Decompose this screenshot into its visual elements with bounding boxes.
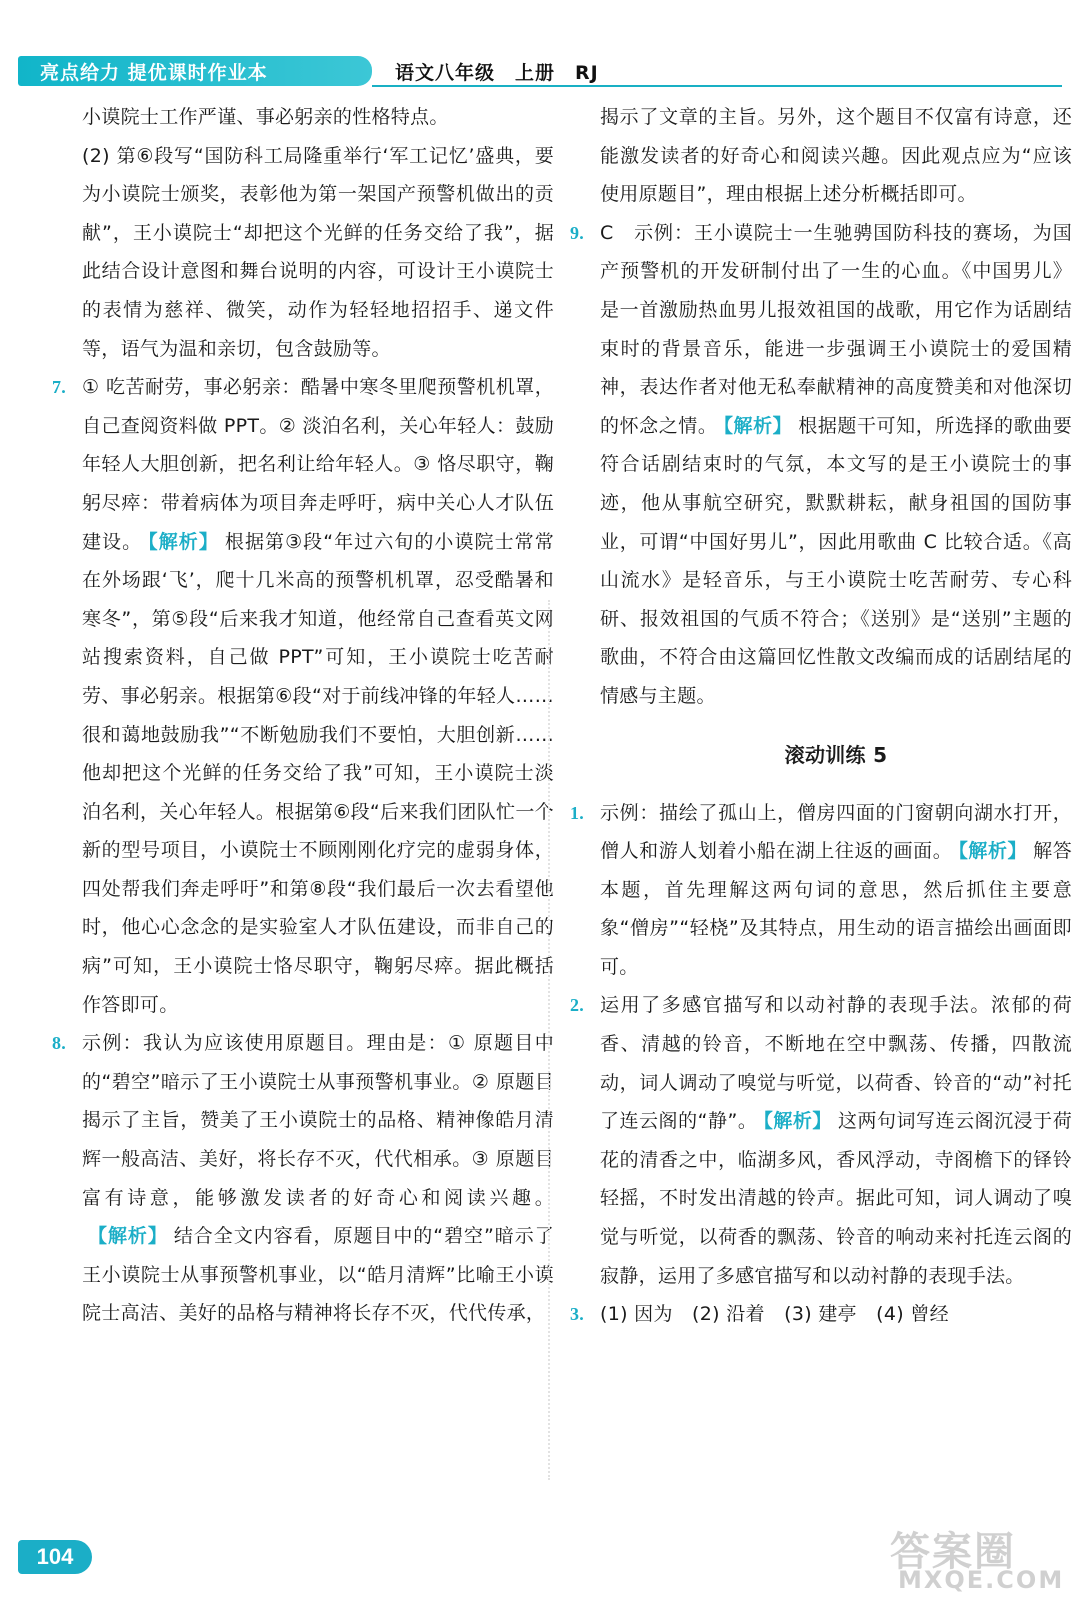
answer-part-2: (2) 第⑥段写“国防科工局隆重举行‘军工记忆’盛典，要为小谟院士颁奖，表彰他为第一架国产预警机做出的贡献”，王小谟院士“却把这个光鲜的任务交给了我”，据此结合设计意图和舞台说明的内容，可设计王小谟院士的表情为慈祥、微笑，动作为轻轻地招招手、递文件等，语气为温和亲切，包含鼓励等。 [82, 144, 554, 360]
subject-label: 语文八年级 上册 RJ [395, 62, 599, 84]
analysis-tag: 【解析】 [88, 1225, 168, 1248]
analysis-text: 结合全文内容看，原题目中的“碧空”暗示了王小谟院士从事预警机事业，以“皓月清辉”比喻王小谟院士高洁、美好的品格与精神将长存不灭，代代传承， [82, 1225, 554, 1325]
exercise-1 [570, 794, 1072, 987]
column-divider [548, 600, 550, 1480]
page-header [0, 0, 1084, 88]
analysis-text: 根据第③段“年过六旬的小谟院士常常在外场跟‘飞’，爬十几米高的预警机机罩，忍受酷暑和寒冬”，第⑤段“后来我才知道，他经常自己查看英文网站搜索资料，自己做 PPT”可知，王小谟院士吃苦耐劳、事必躬亲。根据第⑥段“对于前线冲锋的年轻人……很和蔼地鼓励我”“不断勉励我们不要怕，大胆创新……他却把这个光鲜的任务交给了我”可知，王小谟院士淡泊名利，关心年轻人。根据第⑥段“后来我们团队忙一个新的型号项目，小谟院士不顾刚刚化疗完的虚弱身体，四处帮我们奔走呼吁”和第⑧段“我们最后一次去看望他时，他心心念念的是实验室人才队伍建设，而非自己的病”可知，王小谟院士恪尽职守，鞠躬尽瘁。据此概括作答即可。 [82, 530, 554, 1016]
section-title: 滚动训练 5 [784, 742, 888, 767]
left-column [52, 98, 554, 1333]
watermark-text: 答案圈 [890, 1529, 1016, 1575]
question-number: 2. [570, 995, 585, 1016]
question-7 [52, 368, 554, 1024]
analysis-tag: 【解析】 [763, 1110, 832, 1133]
answer-text: 运用了多感官描写和以动衬静的表现手法。浓郁的荷香、清越的铃音，不断地在空中飘荡、传播，四散流动，词人调动了嗅觉与听觉，以荷香、铃音的“动”衬托了连云阁的“静”。 [600, 994, 1072, 1133]
watermark-logo [880, 1520, 1070, 1598]
question-number: 1. [570, 802, 585, 823]
question-9 [570, 214, 1073, 716]
answer-text: (1) 因为 (2) 沿着 (3) 建亭 (4) 曾经 [600, 1303, 949, 1326]
answer-text: C 示例：王小谟院士一生驰骋国防科技的赛场，为国产预警机的开发研制付出了一生的心血。《中国男儿》是一首激励热血男儿报效祖国的战歌，用它作为话剧结束时的背景音乐，能进一步强调王小谟院士的爱国精神，表达作者对他无私奉献精神的高度赞美和对他深切的怀念之情。 [600, 221, 1072, 437]
right-column [570, 98, 1073, 1334]
answer-text: 示例：描绘了孤山上，僧房四面的门窗朝向湖水打开，僧人和游人划着小船在湖上往返的画面。 [600, 801, 1072, 863]
exercise-3 [570, 1295, 1072, 1334]
watermark-domain: MXQE.COM [898, 1566, 1065, 1594]
analysis-tag: 【解析】 [958, 840, 1028, 863]
answer-text: 示例：我认为应该使用原题目。理由是：① 原题目中的“碧空”暗示了王小谟院士从事预警机事业。② 原题目揭示了主旨，赞美了王小谟院士的品格、精神像皓月清辉一般高洁、美好，将长存不灭，代代相承。③ 原题目富有诗意，能够激发读者的好奇心和阅读兴趣。 [82, 1032, 554, 1209]
series-title: 亮点给力 提优课时作业本 [40, 62, 268, 84]
header-rule [372, 85, 1062, 87]
question-number: 9. [570, 222, 585, 243]
analysis-text: 这两句词写连云阁沉浸于荷花的清香之中，临湖多风，香风浮动，寺阁檐下的铎铃轻摇，不时发出清越的铃声。据此可知，词人调动了嗅觉与听觉，以荷香的飘荡、铃音的响动来衬托连云阁的寂静，运用了多感官描写和以动衬静的表现手法。 [600, 1110, 1072, 1287]
question-number: 3. [570, 1304, 585, 1325]
question-number: 7. [52, 377, 67, 398]
analysis-text: 解答本题，首先理解这两句词的意思，然后抓住主要意象“僧房”“轻桡”及其特点，用生动的语言描绘出画面即可。 [600, 840, 1072, 978]
continued-analysis: 揭示了文章的主旨。另外，这个题目不仅富有诗意，还能激发读者的好奇心和阅读兴趣。因此观点应为“应该使用原题目”，理由根据上述分析概括即可。 [600, 106, 1072, 206]
analysis-tag: 【解析】 [723, 414, 793, 437]
analysis-tag: 【解析】 [148, 530, 219, 553]
analysis-text: 根据题干可知，所选择的歌曲要符合话剧结束时的气氛，本文写的是王小谟院士的事迹，他从事航空研究，默默耕耘，献身祖国的国防事业，可谓“中国好男儿”，因此用歌曲 C 比较合适。《高山流水》是轻音乐，与王小谟院士吃苦耐劳、专心科研、报效祖国的气质不符合；《送别》是“送别”主题的歌曲，不符合由这篇回忆性散文改编而成的话剧结尾的情感与主题。 [600, 414, 1073, 707]
question-8 [52, 1024, 554, 1333]
answer-text: ① 吃苦耐劳，事必躬亲：酷暑中寒冬里爬预警机机罩，自己查阅资料做 PPT。② 淡泊名利，关心年轻人：鼓励年轻人大胆创新，把名利让给年轻人。③ 恪尽职守，鞠躬尽瘁：带着病体为项目奔走呼吁，病中关心人才队伍建设。 [82, 376, 554, 553]
series-banner [18, 56, 372, 86]
exercise-2 [570, 986, 1072, 1295]
question-number: 8. [52, 1033, 67, 1054]
continued-paragraph: 小谟院士工作严谨、事必躬亲的性格特点。 [82, 106, 449, 128]
page-number: 104 [18, 1540, 92, 1574]
